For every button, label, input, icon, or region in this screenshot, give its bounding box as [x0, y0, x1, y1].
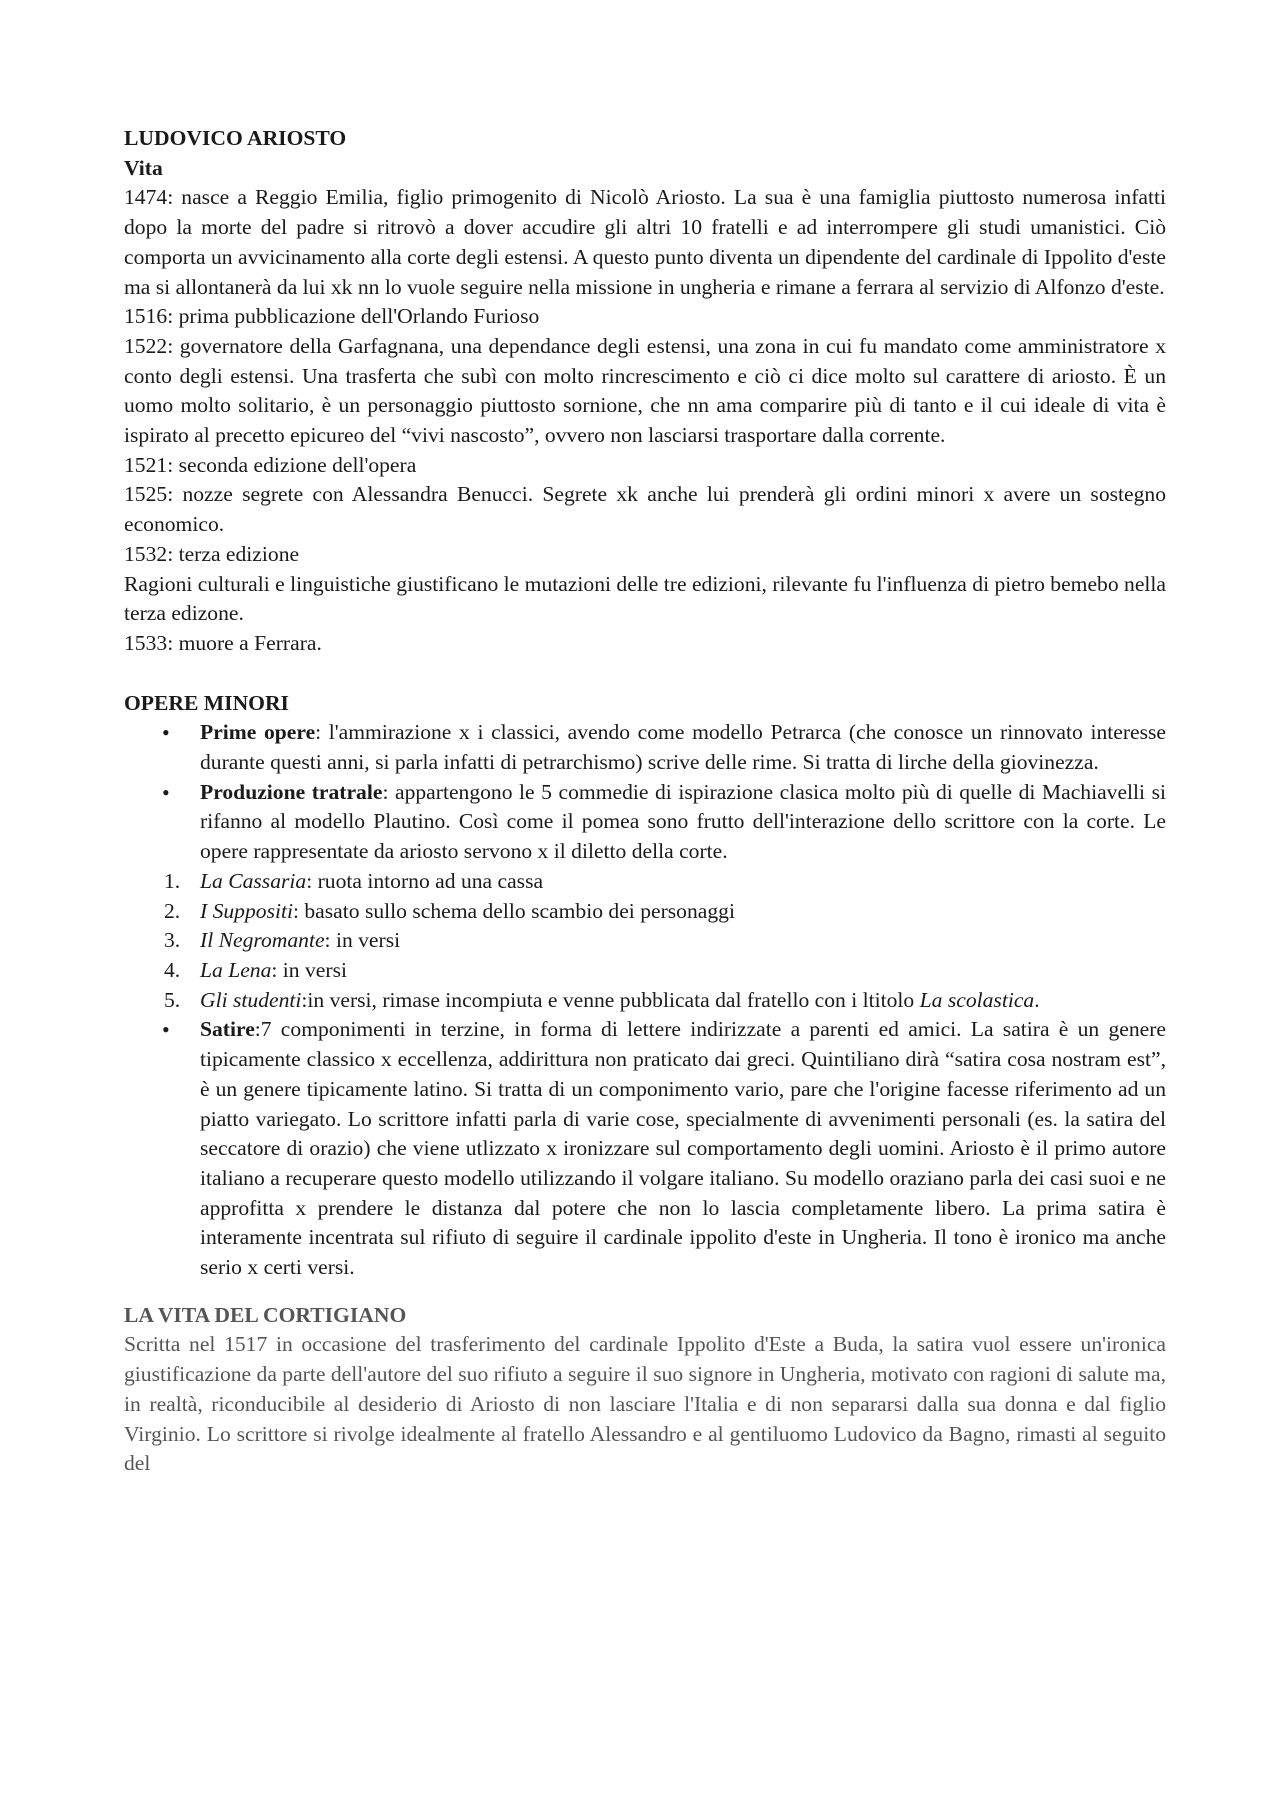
bullet-text: : appartengono le 5 commedie di ispirazione clasica molto più di quelle di Machiavelli si rifanno al modello Plautino. Così come il pomea sono frutto dell'interazione dello scrittore con la corte. Le opere rappresentate da ariosto servono x il diletto della corte. — [200, 779, 1166, 864]
bullet-prime-opere — [124, 718, 1166, 777]
cortigiano-paragraph: Scritta nel 1517 in occasione del trasferimento del cardinale Ippolito d'Este a Buda, la satira vuol essere un'ironica giustificazione da parte dell'autore del suo rifiuto a seguire il suo signore in Ungheria, motivato con ragioni di salute ma, in realtà, riconducibile al desiderio di Ariosto di non lasciare l'Italia e di non separarsi dalla sua donna e dal figlio Virginio. Lo scrittore si rivolge idealmente al fratello Alessandro e al gentiluomo Ludovico da Bagno, rimasti al seguito del — [124, 1332, 1166, 1476]
list-item — [124, 867, 1166, 897]
list-item — [124, 986, 1166, 1016]
list-number: 2. — [164, 898, 181, 923]
list-item — [124, 897, 1166, 927]
document-page — [124, 124, 1166, 1479]
play-text: : in versi — [271, 957, 347, 982]
commedie-list — [124, 867, 1166, 1016]
play-text: : basato sullo schema dello scambio dei personaggi — [292, 898, 735, 923]
play-text: :in versi, rimase incompiuta e venne pubblicata dal fratello con i ltitolo — [301, 987, 920, 1012]
list-item — [124, 956, 1166, 986]
vita-paragraph: 1522: governatore della Garfagnana, una dependance degli estensi, una zona in cui fu mandato come amministratore x conto degli estensi. Una trasferta che subì con molto rincrescimento e ciò ci dice molto sul carattere di ariosto. È un uomo molto solitario, è un personaggio piuttosto sornione, che nn ama comparire più di tanto e il cui ideale di vita è ispirato al precetto epicureo del “vivi nascosto”, ovvero non lasciarsi trasportare dalla corrente. — [124, 333, 1166, 448]
play-tail: . — [1034, 987, 1040, 1012]
list-number: 3. — [164, 928, 181, 953]
play-title: La Lena — [200, 957, 272, 982]
play-title: Gli studenti — [200, 987, 302, 1012]
play-title: I Suppositi — [200, 898, 293, 923]
bullet-text: : l'ammirazione x i classici, avendo come modello Petrarca (che conosce un rinnovato interesse durante questi anni, si parla infatti di petrarchismo) scrive delle rime. Si tratta di lirche della giovinezza. — [200, 720, 1166, 775]
play-text: : ruota intorno ad una cassa — [306, 868, 544, 893]
bullet-satire — [124, 1015, 1166, 1282]
bullet-label: Prime opere — [200, 720, 316, 745]
list-number: 1. — [164, 868, 181, 893]
bullet-produzione-teatrale — [124, 778, 1166, 867]
bullet-label: Satire — [200, 1017, 255, 1042]
vita-paragraph: 1516: prima pubblicazione dell'Orlando Furioso — [124, 304, 540, 329]
play-text: : in versi — [324, 928, 401, 953]
opere-bullet-list — [124, 718, 1166, 867]
list-number: 4. — [164, 957, 181, 982]
play-title: Il Negromante — [200, 928, 325, 953]
vita-paragraph: 1474: nasce a Reggio Emilia, figlio primogenito di Nicolò Ariosto. La sua è una famiglia piuttosto numerosa infatti dopo la morte del padre si ritrovò a dover accudire gli altri 10 fratelli e ad interrompere gli studi umanistici. Ciò comporta un avvicinamento alla corte degli estensi. A questo punto diventa un dipendente del cardinale di Ippolito d'este ma si allontanerà da lui xk nn lo vuole seguire nella missione in ungheria e rimane a ferrara al servizio di Alfonzo d'este. — [124, 185, 1166, 299]
satire-bullet-list — [124, 1015, 1166, 1282]
play-alt-title: La scolastica — [919, 987, 1035, 1012]
bullet-text: :7 componimenti in terzine, in forma di lettere indirizzate a parenti ed amici. La satira è un genere tipicamente classico x eccellenza, addirittura non praticato dai greci. Quintiliano dirà “satira cosa nostram est”, è un genere tipicamente latino. Si tratta di un componimento vario, pare che l'origine facesse riferimento ad un piatto variegato. Lo scrittore infatti parla di varie cose, specialmente di avvenimenti personali (es. la satira del seccatore di orazio) che viene utlizzato x ironizzare sul comportamento degli uomini. Ariosto è il primo autore italiano a recuperare questo modello utilizzando il volgare italiano. Su modello oraziano parla dei casi suoi e ne approfitta x prendere le distanza dal potere che non lo lascia completamente libero. La prima satira è interamente incentrata sul rifiuto di seguire il cardinale ippolito d'este in Ungheria. Il tono è ironico ma anche serio x certi versi. — [200, 1017, 1166, 1280]
section-heading-cortigiano: LA VITA DEL CORTIGIANO — [124, 1302, 407, 1327]
spacer — [124, 1283, 1166, 1301]
section-heading-vita: Vita — [124, 155, 163, 180]
list-number: 5. — [164, 987, 181, 1012]
spacer — [124, 659, 1166, 689]
play-title: La Cassaria — [200, 868, 307, 893]
vita-section — [124, 183, 1166, 658]
vita-paragraph: Ragioni culturali e linguistiche giustificano le mutazioni delle tre edizioni, rilevante fu l'influenza di pietro bemebo nella terza edizone. — [124, 571, 1166, 626]
list-item — [124, 926, 1166, 956]
section-heading-opere-minori: OPERE MINORI — [124, 690, 289, 715]
bullet-label: Produzione tratrale — [200, 779, 383, 804]
vita-paragraph: 1521: seconda edizione dell'opera — [124, 452, 417, 477]
vita-paragraph: 1533: muore a Ferrara. — [124, 630, 322, 655]
document-title: LUDOVICO ARIOSTO — [124, 126, 347, 150]
vita-paragraph: 1532: terza edizione — [124, 541, 300, 566]
vita-paragraph: 1525: nozze segrete con Alessandra Benucci. Segrete xk anche lui prenderà gli ordini minori x avere un sostegno economico. — [124, 482, 1166, 537]
